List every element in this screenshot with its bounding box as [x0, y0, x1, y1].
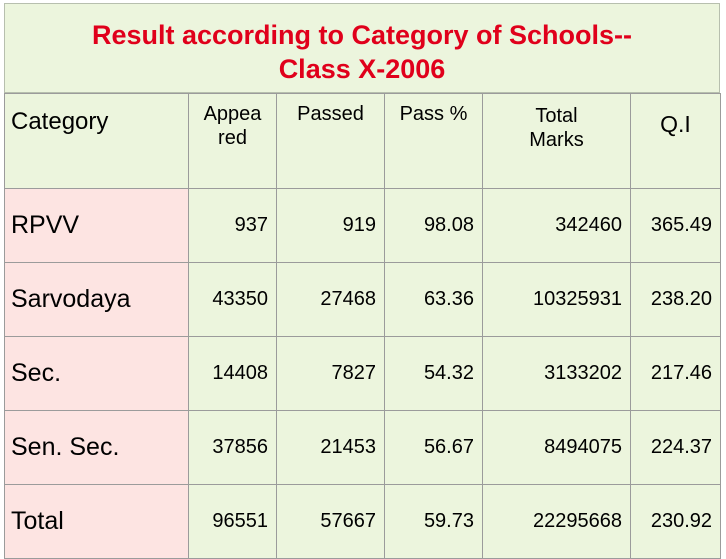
table-row [5, 263, 721, 337]
cell-total-marks: 8494075 [483, 411, 631, 485]
cell-appeared: 43350 [189, 263, 277, 337]
cell-total-marks: 342460 [483, 189, 631, 263]
header-qi: Q.I [631, 94, 721, 189]
header-appeared-line1: Appea [203, 103, 262, 125]
cell-pass-pct: 98.08 [385, 189, 483, 263]
cell-pass-pct: 56.67 [385, 411, 483, 485]
cell-qi: 224.37 [631, 411, 721, 485]
header-total-marks [483, 94, 631, 189]
results-table [4, 93, 721, 559]
cell-passed: 21453 [277, 411, 385, 485]
cell-passed: 27468 [277, 263, 385, 337]
table-row [5, 337, 721, 411]
cell-category: Sec. [5, 337, 189, 411]
cell-appeared: 96551 [189, 485, 277, 559]
header-total-marks-line1: Total [535, 105, 578, 127]
cell-passed: 919 [277, 189, 385, 263]
cell-total-marks: 3133202 [483, 337, 631, 411]
header-row [5, 94, 721, 189]
header-appeared [189, 94, 277, 189]
cell-appeared: 14408 [189, 337, 277, 411]
cell-pass-pct: 59.73 [385, 485, 483, 559]
cell-category: Sarvodaya [5, 263, 189, 337]
header-appeared-line2: red [218, 127, 247, 149]
cell-qi: 217.46 [631, 337, 721, 411]
table-row-total [5, 485, 721, 559]
cell-appeared: 37856 [189, 411, 277, 485]
header-total-marks-line2: Marks [529, 129, 584, 151]
cell-qi: 365.49 [631, 189, 721, 263]
cell-total-marks: 10325931 [483, 263, 631, 337]
cell-qi: 230.92 [631, 485, 721, 559]
header-pass-pct: Pass % [385, 94, 483, 189]
table-row [5, 411, 721, 485]
cell-passed: 7827 [277, 337, 385, 411]
header-passed: Passed [277, 94, 385, 189]
title-line-1: Result according to Category of Schools-- [91, 20, 633, 50]
cell-pass-pct: 54.32 [385, 337, 483, 411]
cell-total-marks: 22295668 [483, 485, 631, 559]
table-row [5, 189, 721, 263]
header-category: Category [5, 94, 189, 189]
title-line-2: Class X-2006 [278, 54, 446, 84]
cell-qi: 238.20 [631, 263, 721, 337]
cell-passed: 57667 [277, 485, 385, 559]
cell-category: Sen. Sec. [5, 411, 189, 485]
cell-pass-pct: 63.36 [385, 263, 483, 337]
slide-title [4, 3, 720, 93]
cell-category: RPVV [5, 189, 189, 263]
cell-category: Total [5, 485, 189, 559]
cell-appeared: 937 [189, 189, 277, 263]
